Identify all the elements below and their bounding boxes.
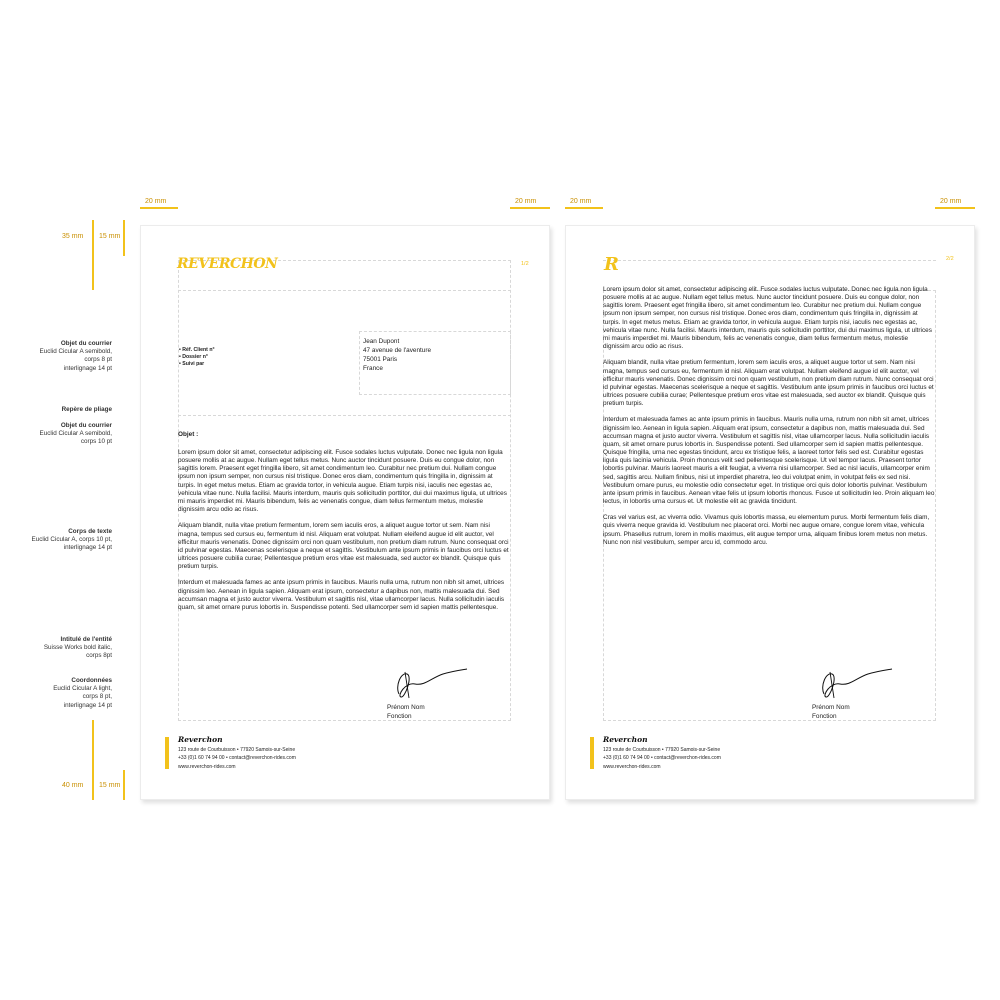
footer-contact: +33 (0)1 60 74 94 00 • contact@reverchon-rides.com bbox=[603, 755, 721, 762]
header-guide bbox=[603, 260, 936, 261]
margin-label-left-2: 20 mm bbox=[570, 198, 592, 205]
letter-subject: Objet : bbox=[178, 431, 199, 438]
reverchon-monogram: R bbox=[604, 254, 619, 275]
reverchon-logo: REVERCHON bbox=[177, 256, 278, 272]
annotation-line: Suisse Works bold italic, bbox=[43, 644, 112, 652]
annotation-objet-1 bbox=[40, 340, 112, 373]
bottom-inner-label: 15 mm bbox=[99, 782, 121, 789]
ref-suivi: • Suivi par bbox=[179, 361, 205, 368]
margin-marker-left-2 bbox=[565, 207, 603, 209]
body-paragraph: Interdum et malesuada fames ac ante ipsum primis in faucibus. Mauris nulla urna, rutrum non nibh sit amet, ultrices dignissim leo. Aenean in ligula sapien. Aliquam erat ipsum, consectetur a dapibus non, mattis malesuada dui. Sed accumsan magna et justo auctor viverra. Vestibulum et sagittis nisl, vitae ullamcorper lacus. Nulla sollicitudin iaculis quam, sit amet ornare purus lobortis in. Suspendisse potenti. Sed ullamcorper sem id sapien mattis pellentesque. bbox=[178, 579, 505, 611]
entity-name: Reverchon bbox=[178, 735, 223, 744]
signature bbox=[816, 664, 896, 702]
annotation-line: interlignage 14 pt bbox=[63, 544, 112, 552]
letter-page-2 bbox=[565, 225, 975, 800]
header-guide bbox=[178, 290, 511, 291]
top-outer-marker bbox=[92, 220, 94, 290]
footer-coordinates bbox=[603, 746, 721, 771]
margin-label-left-1: 20 mm bbox=[145, 198, 167, 205]
margin-marker-right-1 bbox=[510, 207, 550, 209]
ref-dossier: • Dossier n° bbox=[179, 354, 208, 361]
recipient-name: Jean Dupont bbox=[363, 338, 400, 345]
page-number: 2/2 bbox=[946, 256, 954, 262]
recipient-country: France bbox=[363, 365, 383, 372]
body-paragraph: Lorem ipsum dolor sit amet, consectetur adipiscing elit. Fusce sodales luctus vulputate. Donec nec ligula non ligula posuere mollis at ac augue. Nullam eget tellus metus. Nunc auctor tincidunt posuere. Duis eu congue dolor, non sagittis lorem. Praesent eget fringilla libero, sit amet condimentum leo. Curabitur nec pretium dui. Nullam congue ipsum non ipsum semper, non cursus nisl tristique. Donec eros diam, condimentum quis fringilla in, dignissim at turpis. In eget metus metus. Etiam ac gravida tortor, in vehicula augue. Etiam turpis nisi, iaculis nec egestas ac, vehicula vitae nunc. Nulla facilisi. Mauris interdum, mauris quis sollicitudin porttitor, dui dui maximus ligula, ut ultrices mi mauris imperdiet mi. Mauris bibendum, felis ac venenatis congue, diam tellus fermentum metus, molestie dignissim arcu odio ac risus. bbox=[178, 449, 507, 514]
footer-contact: +33 (0)1 60 74 94 00 • contact@reverchon-rides.com bbox=[178, 755, 296, 762]
body-paragraph: Cras vel varius est, ac viverra odio. Vivamus quis lobortis massa, eu elementum purus. Morbi fermentum felis diam, quis viverra neque gravida id. Vestibulum nec placerat orci. Morbi nec augue ornare, congue lorem vitae, vehicula ipsum. Phasellus rutrum, lorem in mollis maximus, elit augue tempor urna, aliquam finibus lorem metus non metus. Nunc non nisl vestibulum, semper arcu id, commodo arcu. bbox=[603, 514, 930, 546]
annotation-line: interlignage 14 pt bbox=[63, 701, 112, 709]
annotation-entity bbox=[44, 636, 112, 661]
bottom-inner-marker bbox=[123, 770, 125, 800]
footer-accent-bar bbox=[590, 737, 594, 769]
footer-accent-bar bbox=[165, 737, 169, 769]
top-inner-marker bbox=[123, 220, 125, 256]
annotation-line: Euclid Cicular A, corps 10 pt, bbox=[31, 536, 112, 544]
annotation-title: Objet du courrier bbox=[60, 340, 112, 347]
body-paragraph: Aliquam blandit, nulla vitae pretium fermentum, lorem sem iaculis eros, a aliquet augue tortor ut sem. Nam nisi magna, tempus sed cursus eu, fermentum id nisl. Aliquam erat volutpat. Nullam eleifend augue id elit auctor, vel efficitur mauris venenatis. Donec dignissim orci non quam vestibulum, non pretium diam rutrum. Nunc consequat orci id pulvinar egestas. Maecenas scelerisque a neque et sagittis. Vestibulum ante ipsum primis in faucibus orci luctus et ultrices posuere cubilia curae; Pellentesque pretium eros vitae est malesuada, sed auctor ex blandit. Quisque quis pretium turpis. bbox=[603, 359, 934, 408]
letter-body bbox=[603, 286, 936, 555]
annotation-objet-2 bbox=[40, 422, 112, 447]
letter-page-1 bbox=[140, 225, 550, 800]
footer-website: www.reverchon-rides.com bbox=[178, 763, 236, 770]
ref-client: • Réf. Client n° bbox=[179, 347, 215, 353]
signature-name: Prénom Nom bbox=[387, 704, 425, 711]
annotation-line: interlignage 14 pt bbox=[63, 364, 112, 372]
footer-address: 123 route de Courbuisson • 77920 Samois-sur-Seine bbox=[603, 747, 721, 753]
footer-website: www.reverchon-rides.com bbox=[603, 763, 661, 770]
annotation-fold bbox=[62, 406, 112, 414]
signature-role: Fonction bbox=[387, 713, 412, 720]
page-number: 1/2 bbox=[521, 261, 529, 267]
reference-block bbox=[179, 347, 215, 369]
recipient-street: 47 avenue de l'aventure bbox=[363, 347, 432, 354]
annotation-line: Euclid Cicular A semibold, bbox=[39, 348, 112, 356]
annotation-title: Intitulé de l'entité bbox=[60, 636, 112, 643]
recipient-address bbox=[363, 337, 431, 373]
margin-label-right-2: 20 mm bbox=[940, 198, 962, 205]
letter-body bbox=[178, 449, 511, 620]
annotation-line: corps 8 pt bbox=[84, 356, 112, 364]
body-paragraph: Aliquam blandit, nulla vitae pretium fermentum, lorem sem iaculis eros, a aliquet augue tortor ut sem. Nam nisi magna, tempus sed cursus eu, fermentum id nisl. Aliquam erat volutpat. Nullam eleifend augue id elit auctor, vel efficitur mauris venenatis. Donec dignissim orci non quam vestibulum, non pretium diam rutrum. Nunc consequat orci id pulvinar egestas. Maecenas scelerisque a neque et sagittis. Vestibulum ante ipsum primis in faucibus orci luctus et ultrices posuere cubilia curae; Pellentesque pretium eros vitae est malesuada, sed auctor ex blandit. Quisque quis pretium turpis. bbox=[178, 522, 509, 571]
body-paragraph: Lorem ipsum dolor sit amet, consectetur adipiscing elit. Fusce sodales luctus vulputate. Donec nec ligula non ligula posuere mollis at ac augue. Nullam eget tellus metus. Nunc auctor tincidunt posuere. Duis eu congue dolor, non sagittis lorem. Praesent eget fringilla libero, sit amet condimentum leo. Curabitur nec pretium dui. Nullam congue ipsum non ipsum semper, non cursus nisl tristique. Donec eros diam, condimentum quis fringilla in, dignissim at turpis. In eget metus metus. Etiam ac gravida tortor, in vehicula augue. Etiam turpis nisi, iaculis nec egestas ac, vehicula vitae nunc. Nulla facilisi. Mauris interdum, mauris quis sollicitudin porttitor, dui dui maximus ligula, ut ultrices mi mauris imperdiet mi. Mauris bibendum, felis ac venenatis congue, diam tellus fermentum metus, molestie dignissim arcu odio ac risus. bbox=[603, 286, 932, 351]
annotation-title: Corps de texte bbox=[68, 528, 112, 535]
recipient-city: 75001 Paris bbox=[363, 356, 398, 363]
annotation-title: Objet du courrier bbox=[60, 422, 112, 429]
footer-coordinates bbox=[178, 746, 296, 771]
body-paragraph: Interdum et malesuada fames ac ante ipsum primis in faucibus. Mauris nulla urna, rutrum non nibh sit amet, ultrices dignissim leo. Aenean in ligula sapien. Aliquam erat ipsum, consectetur a dapibus non, mattis malesuada dui. Sed accumsan magna et justo auctor viverra. Vestibulum et sagittis nisl, vitae ullamcorper lacus. Nulla sollicitudin iaculis quam, sit amet ornare purus lobortis in. Suspendisse potenti. Sed ullamcorper sem id sapien mattis pellentesque. Quisque fringilla, urna nec egestas tincidunt, arcu ex tristique felis, a laoreet tortor felis sed est. Curabitur egestas ligula quis lacinia vehicula. Proin rhoncus velit sed pellentesque scelerisque. Ut vel tempor lacus. Praesent tortor lobortis pulvinar. Mauris laoreet mauris a elit feugiat, a viverra nisi ullamcorper. Sed ac nisl iaculis, ullamcorper enim sed, sagittis arcu. Nullam finibus, nisi ut imperdiet pharetra, leo dui volutpat enim, in volutpat felis ex sed nisi. Vestibulum ornare purus, eu molestie odio consectetur eget. In tristique orci quis dolor lobortis pulvinar. Vestibulum ante ipsum primis in faucibus. Aenean vitae felis ut ipsum lobortis rhoncus. Fusce ut sollicitudin leo. Proin aliquam leo lectus, in lobortis urna cursus et. Ut molestie elit ac gravida tincidunt. bbox=[603, 416, 935, 506]
fold-guide bbox=[178, 415, 511, 416]
footer-address: 123 route de Courbuisson • 77920 Samois-sur-Seine bbox=[178, 747, 296, 753]
annotation-line: corps 8 pt, bbox=[82, 693, 112, 701]
top-outer-label: 35 mm bbox=[62, 233, 84, 240]
annotation-body bbox=[32, 528, 113, 553]
margin-marker-left-1 bbox=[140, 207, 178, 209]
top-inner-label: 15 mm bbox=[99, 233, 121, 240]
signature bbox=[391, 664, 471, 702]
annotation-line: corps 10 pt bbox=[80, 438, 112, 446]
bottom-outer-marker bbox=[92, 720, 94, 800]
signature-role: Fonction bbox=[812, 713, 837, 720]
annotation-line: Euclid Cicular A semibold, bbox=[39, 430, 112, 438]
annotation-title: Coordonnées bbox=[71, 677, 112, 684]
annotation-title: Repère de pliage bbox=[61, 406, 112, 413]
margin-marker-right-2 bbox=[935, 207, 975, 209]
annotation-line: Euclid Cicular A light, bbox=[53, 685, 112, 693]
signature-name: Prénom Nom bbox=[812, 704, 850, 711]
annotation-coords bbox=[53, 677, 112, 710]
entity-name: Reverchon bbox=[603, 735, 648, 744]
margin-label-right-1: 20 mm bbox=[515, 198, 537, 205]
annotation-line: corps 8pt bbox=[86, 652, 112, 660]
bottom-outer-label: 40 mm bbox=[62, 782, 84, 789]
